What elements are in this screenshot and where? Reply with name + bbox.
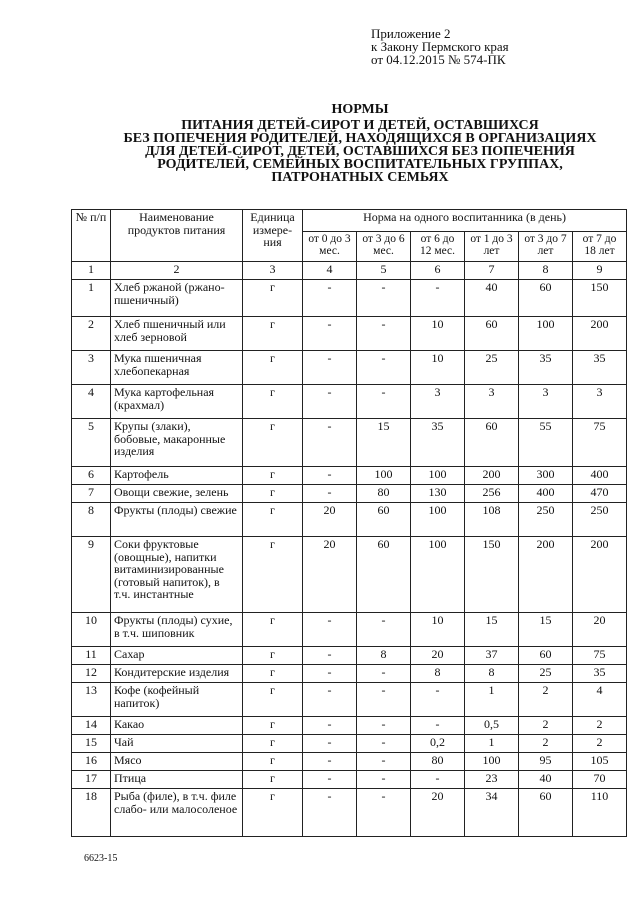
document-title bbox=[60, 103, 640, 184]
norm-value: 95 bbox=[519, 753, 573, 771]
norm-value: 60 bbox=[519, 280, 573, 317]
product-name: Кофе (кофейный напиток) bbox=[111, 683, 243, 717]
footer-code: 6623-15 bbox=[84, 853, 118, 864]
title-line: ПИТАНИЯ ДЕТЕЙ-СИРОТ И ДЕТЕЙ, ОСТАВШИХСЯ bbox=[181, 118, 539, 133]
unit-cell: г bbox=[243, 485, 303, 503]
table-row bbox=[72, 419, 627, 467]
product-name: Сахар bbox=[111, 647, 243, 665]
unit-cell: г bbox=[243, 280, 303, 317]
column-number: 9 bbox=[573, 262, 627, 280]
norm-value: 3 bbox=[573, 385, 627, 419]
norm-value: 75 bbox=[573, 647, 627, 665]
norm-value: 15 bbox=[357, 419, 411, 467]
norm-value: - bbox=[411, 717, 465, 735]
norm-value: 100 bbox=[411, 537, 465, 613]
norm-value: 1 bbox=[465, 735, 519, 753]
norm-value: 3 bbox=[465, 385, 519, 419]
table-row bbox=[72, 789, 627, 837]
norm-value: 250 bbox=[573, 503, 627, 537]
row-number: 9 bbox=[72, 537, 111, 613]
row-number: 12 bbox=[72, 665, 111, 683]
norm-value: 60 bbox=[357, 503, 411, 537]
norm-value: - bbox=[357, 683, 411, 717]
row-number: 7 bbox=[72, 485, 111, 503]
row-number: 6 bbox=[72, 467, 111, 485]
unit-cell: г bbox=[243, 753, 303, 771]
header-age: от 6 до 12 мес. bbox=[411, 232, 465, 262]
header-unit: Единица измере-ния bbox=[243, 210, 303, 262]
norm-value: 4 bbox=[573, 683, 627, 717]
norm-value: 3 bbox=[519, 385, 573, 419]
column-number: 2 bbox=[111, 262, 243, 280]
table-row bbox=[72, 385, 627, 419]
norm-value: 400 bbox=[573, 467, 627, 485]
row-number: 1 bbox=[72, 280, 111, 317]
norm-value: 10 bbox=[411, 351, 465, 385]
table-row bbox=[72, 503, 627, 537]
norm-value: 20 bbox=[303, 537, 357, 613]
norm-value: 35 bbox=[573, 665, 627, 683]
norm-value: - bbox=[303, 467, 357, 485]
norm-value: 0,2 bbox=[411, 735, 465, 753]
table-row bbox=[72, 537, 627, 613]
unit-cell: г bbox=[243, 735, 303, 753]
unit-cell: г bbox=[243, 317, 303, 351]
norm-value: - bbox=[303, 647, 357, 665]
norm-value: 100 bbox=[465, 753, 519, 771]
norm-value: - bbox=[357, 280, 411, 317]
norm-value: 10 bbox=[411, 613, 465, 647]
product-name: Соки фруктовые (овощные), напитки витаминизированные (готовый напиток), в т.ч. инстантные bbox=[111, 537, 243, 613]
unit-cell: г bbox=[243, 717, 303, 735]
product-name: Мука картофельная (крахмал) bbox=[111, 385, 243, 419]
row-number: 14 bbox=[72, 717, 111, 735]
norm-value: 25 bbox=[519, 665, 573, 683]
table-row bbox=[72, 467, 627, 485]
norm-value: - bbox=[303, 735, 357, 753]
norm-value: 200 bbox=[573, 537, 627, 613]
norm-value: 2 bbox=[519, 717, 573, 735]
norm-value: - bbox=[357, 351, 411, 385]
norm-value: 35 bbox=[573, 351, 627, 385]
norm-value: - bbox=[357, 717, 411, 735]
norm-value: 100 bbox=[411, 467, 465, 485]
norm-value: - bbox=[303, 717, 357, 735]
norm-value: 60 bbox=[465, 317, 519, 351]
unit-cell: г bbox=[243, 351, 303, 385]
table-body bbox=[72, 262, 627, 837]
header-age: от 0 до 3 мес. bbox=[303, 232, 357, 262]
title-line: ПАТРОНАТНЫХ СЕМЬЯХ bbox=[271, 170, 449, 185]
header-norm: Норма на одного воспитанника (в день) bbox=[303, 210, 627, 232]
norm-value: 20 bbox=[411, 789, 465, 837]
norm-value: 35 bbox=[519, 351, 573, 385]
row-number: 10 bbox=[72, 613, 111, 647]
norm-value: 300 bbox=[519, 467, 573, 485]
norm-value: 250 bbox=[519, 503, 573, 537]
column-number: 7 bbox=[465, 262, 519, 280]
header-name: Наименование продуктов питания bbox=[111, 210, 243, 262]
row-number: 4 bbox=[72, 385, 111, 419]
unit-cell: г bbox=[243, 467, 303, 485]
product-name: Крупы (злаки), бобовые, макаронные изделия bbox=[111, 419, 243, 467]
header-num: № п/п bbox=[72, 210, 111, 262]
norm-value: 20 bbox=[303, 503, 357, 537]
norm-value: 200 bbox=[573, 317, 627, 351]
norm-value: 0,5 bbox=[465, 717, 519, 735]
appendix-line: к Закону Пермского края bbox=[371, 39, 509, 54]
column-number-row bbox=[72, 262, 627, 280]
header-age: от 7 до 18 лет bbox=[573, 232, 627, 262]
product-name: Мука пшеничная хлебопекарная bbox=[111, 351, 243, 385]
title-line: ДЛЯ ДЕТЕЙ-СИРОТ, ДЕТЕЙ, ОСТАВШИХСЯ БЕЗ ПОПЕЧЕНИЯ bbox=[145, 144, 575, 159]
norm-value: 108 bbox=[465, 503, 519, 537]
norm-value: - bbox=[303, 280, 357, 317]
appendix-reference bbox=[371, 27, 509, 66]
unit-cell: г bbox=[243, 503, 303, 537]
unit-cell: г bbox=[243, 771, 303, 789]
norm-value: 2 bbox=[573, 717, 627, 735]
norm-value: - bbox=[303, 419, 357, 467]
norm-value: - bbox=[357, 789, 411, 837]
table-row bbox=[72, 683, 627, 717]
norm-value: 80 bbox=[411, 753, 465, 771]
norm-value: 34 bbox=[465, 789, 519, 837]
norm-value: 80 bbox=[357, 485, 411, 503]
unit-cell: г bbox=[243, 647, 303, 665]
row-number: 3 bbox=[72, 351, 111, 385]
unit-cell: г bbox=[243, 613, 303, 647]
row-number: 11 bbox=[72, 647, 111, 665]
norm-value: 20 bbox=[573, 613, 627, 647]
product-name: Какао bbox=[111, 717, 243, 735]
table-row bbox=[72, 647, 627, 665]
product-name: Хлеб пшеничный или хлеб зерновой bbox=[111, 317, 243, 351]
norm-value: 70 bbox=[573, 771, 627, 789]
norm-value: - bbox=[357, 385, 411, 419]
column-number: 3 bbox=[243, 262, 303, 280]
table-row bbox=[72, 351, 627, 385]
unit-cell: г bbox=[243, 385, 303, 419]
norm-value: 8 bbox=[411, 665, 465, 683]
norm-value: - bbox=[303, 385, 357, 419]
row-number: 8 bbox=[72, 503, 111, 537]
product-name: Фрукты (плоды) сухие, в т.ч. шиповник bbox=[111, 613, 243, 647]
table-row bbox=[72, 317, 627, 351]
row-number: 13 bbox=[72, 683, 111, 717]
row-number: 18 bbox=[72, 789, 111, 837]
unit-cell: г bbox=[243, 665, 303, 683]
norm-value: 3 bbox=[411, 385, 465, 419]
product-name: Фрукты (плоды) свежие bbox=[111, 503, 243, 537]
appendix-line: Приложение 2 bbox=[371, 26, 451, 41]
norm-value: 110 bbox=[573, 789, 627, 837]
column-number: 5 bbox=[357, 262, 411, 280]
norm-value: - bbox=[303, 485, 357, 503]
table-row bbox=[72, 280, 627, 317]
norm-value: - bbox=[357, 317, 411, 351]
table-row bbox=[72, 735, 627, 753]
norm-value: 60 bbox=[519, 789, 573, 837]
product-name: Рыба (филе), в т.ч. филе слабо- или малосоленое bbox=[111, 789, 243, 837]
norm-value: - bbox=[411, 771, 465, 789]
norm-value: - bbox=[303, 317, 357, 351]
product-name: Овощи свежие, зелень bbox=[111, 485, 243, 503]
product-name: Картофель bbox=[111, 467, 243, 485]
table-row bbox=[72, 485, 627, 503]
norm-value: - bbox=[303, 351, 357, 385]
row-number: 16 bbox=[72, 753, 111, 771]
norm-value: - bbox=[357, 771, 411, 789]
norm-value: 130 bbox=[411, 485, 465, 503]
unit-cell: г bbox=[243, 789, 303, 837]
norm-value: 105 bbox=[573, 753, 627, 771]
norm-value: 23 bbox=[465, 771, 519, 789]
norm-value: 15 bbox=[465, 613, 519, 647]
norm-value: 40 bbox=[519, 771, 573, 789]
header-age: от 3 до 7 лет bbox=[519, 232, 573, 262]
norm-value: 400 bbox=[519, 485, 573, 503]
unit-cell: г bbox=[243, 419, 303, 467]
product-name: Хлеб ржаной (ржано-пшеничный) bbox=[111, 280, 243, 317]
norm-value: 8 bbox=[357, 647, 411, 665]
header-age: от 1 до 3 лет bbox=[465, 232, 519, 262]
title-line: РОДИТЕЛЕЙ, СЕМЕЙНЫХ ВОСПИТАТЕЛЬНЫХ ГРУППАХ, bbox=[157, 157, 563, 172]
norm-value: - bbox=[357, 735, 411, 753]
norm-value: 256 bbox=[465, 485, 519, 503]
norm-value: 75 bbox=[573, 419, 627, 467]
header-age: от 3 до 6 мес. bbox=[357, 232, 411, 262]
norm-value: 60 bbox=[357, 537, 411, 613]
norm-value: 470 bbox=[573, 485, 627, 503]
norm-value: - bbox=[357, 753, 411, 771]
norm-value: - bbox=[303, 613, 357, 647]
row-number: 5 bbox=[72, 419, 111, 467]
norm-value: 37 bbox=[465, 647, 519, 665]
table-row bbox=[72, 613, 627, 647]
table-row bbox=[72, 717, 627, 735]
norm-value: 10 bbox=[411, 317, 465, 351]
norm-value: - bbox=[303, 753, 357, 771]
norm-value: 60 bbox=[465, 419, 519, 467]
norm-value: 150 bbox=[465, 537, 519, 613]
column-number: 6 bbox=[411, 262, 465, 280]
norm-value: 200 bbox=[465, 467, 519, 485]
row-number: 17 bbox=[72, 771, 111, 789]
product-name: Мясо bbox=[111, 753, 243, 771]
norm-value: 40 bbox=[465, 280, 519, 317]
norm-value: 60 bbox=[519, 647, 573, 665]
norm-value: - bbox=[303, 789, 357, 837]
norm-value: 25 bbox=[465, 351, 519, 385]
product-name: Птица bbox=[111, 771, 243, 789]
title-heading: НОРМЫ bbox=[331, 102, 389, 117]
norm-value: - bbox=[411, 683, 465, 717]
row-number: 15 bbox=[72, 735, 111, 753]
table-row bbox=[72, 771, 627, 789]
table-row bbox=[72, 753, 627, 771]
norm-value: 2 bbox=[519, 683, 573, 717]
norm-value: - bbox=[357, 613, 411, 647]
norm-value: 1 bbox=[465, 683, 519, 717]
column-number: 4 bbox=[303, 262, 357, 280]
norm-value: 35 bbox=[411, 419, 465, 467]
norm-value: 2 bbox=[573, 735, 627, 753]
unit-cell: г bbox=[243, 683, 303, 717]
table-row bbox=[72, 665, 627, 683]
norm-value: 100 bbox=[411, 503, 465, 537]
norm-value: 15 bbox=[519, 613, 573, 647]
product-name: Чай bbox=[111, 735, 243, 753]
product-name: Кондитерские изделия bbox=[111, 665, 243, 683]
nutrition-norms-table bbox=[71, 209, 627, 837]
norm-value: 150 bbox=[573, 280, 627, 317]
norm-value: 200 bbox=[519, 537, 573, 613]
appendix-line: от 04.12.2015 № 574-ПК bbox=[371, 52, 506, 67]
norm-value: - bbox=[411, 280, 465, 317]
norm-value: 8 bbox=[465, 665, 519, 683]
column-number: 1 bbox=[72, 262, 111, 280]
title-line: БЕЗ ПОПЕЧЕНИЯ РОДИТЕЛЕЙ, НАХОДЯЩИХСЯ В ОРГАНИЗАЦИЯХ bbox=[123, 131, 597, 146]
column-number: 8 bbox=[519, 262, 573, 280]
norm-value: - bbox=[303, 771, 357, 789]
norm-value: 100 bbox=[519, 317, 573, 351]
norm-value: 20 bbox=[411, 647, 465, 665]
norm-value: - bbox=[303, 683, 357, 717]
norm-value: 2 bbox=[519, 735, 573, 753]
unit-cell: г bbox=[243, 537, 303, 613]
norm-value: - bbox=[303, 665, 357, 683]
norm-value: 55 bbox=[519, 419, 573, 467]
row-number: 2 bbox=[72, 317, 111, 351]
norm-value: 100 bbox=[357, 467, 411, 485]
norm-value: - bbox=[357, 665, 411, 683]
